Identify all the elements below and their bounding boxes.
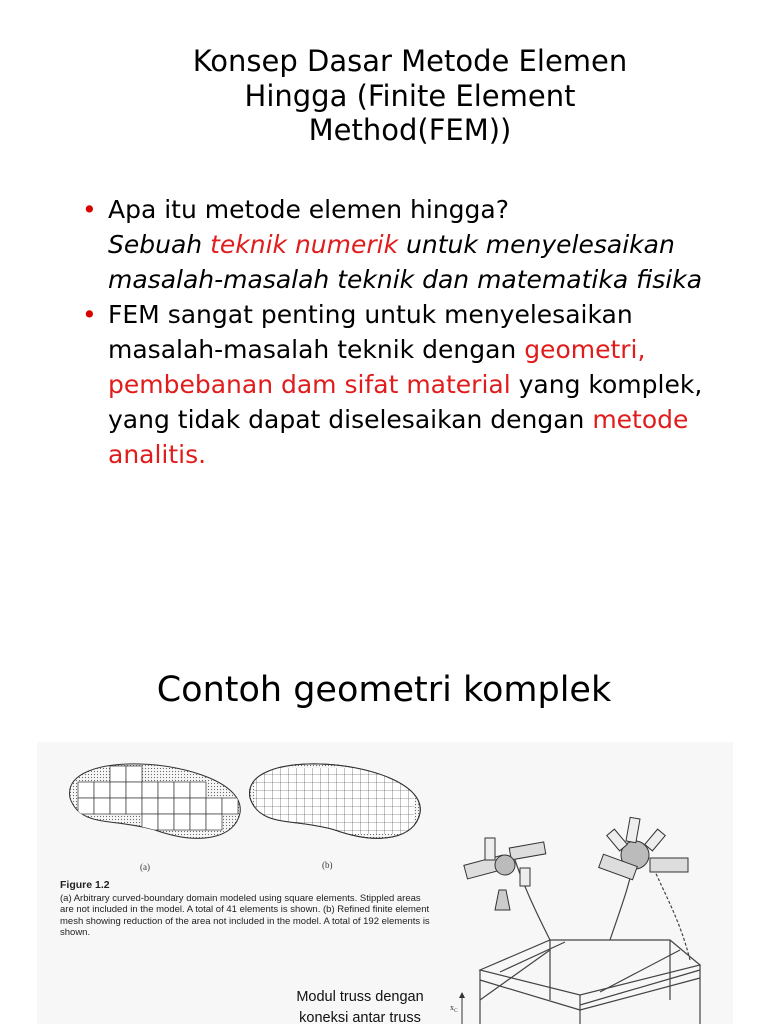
figure-caption-text: (a) Arbitrary curved-boundary domain modeled using square elements. Stippled areas are not included in the model. A total of 41 elements is shown. (b) Refined finite element mesh showing reduction of the area not included in the model. A total of 192 elements is shown. xyxy=(60,892,430,938)
bullet-2-part1: FEM sangat penting untuk menyelesaikan masalah-masalah teknik dengan xyxy=(108,300,633,364)
bullet-2-highlight-2: metode analitis. xyxy=(108,405,689,469)
truss-note-line-1: Modul truss dengan xyxy=(296,989,424,1005)
bullet-2-text xyxy=(108,300,702,469)
definition-highlight: teknik numerik xyxy=(210,230,399,259)
mesh-figure-b xyxy=(240,758,430,858)
section-subtitle: Contoh geometri komplek xyxy=(156,670,612,710)
bullet-dot: • xyxy=(82,195,97,224)
figure-caption-title: Figure 1.2 xyxy=(60,879,110,891)
truss-note-line-2: koneksi antar truss xyxy=(299,1010,421,1026)
bullet-2-highlight: geometri, pembebanan dam sifat material xyxy=(108,335,646,399)
definition-suffix: untuk menyelesaikan masalah-masalah teknik dan matematika fisika xyxy=(108,230,703,294)
bullet-dot: • xyxy=(82,300,97,329)
mesh-figure-a xyxy=(60,758,250,858)
bullet-2-part2: yang komplek, yang tidak dapat diselesaikan dengan xyxy=(108,370,703,434)
definition-prefix: Sebuah xyxy=(108,230,211,259)
truss-axis-label: $x_C$ xyxy=(450,1003,458,1014)
bullet-1 xyxy=(82,192,722,227)
title-line-2: Hingga (Finite Element xyxy=(244,78,576,113)
figure-caption xyxy=(60,880,430,939)
truss-illustration xyxy=(440,800,730,1024)
bullet-2 xyxy=(82,297,722,472)
figure-a-label: (a) xyxy=(140,862,150,872)
slide-body xyxy=(82,192,722,472)
bullet-1-text: Apa itu metode elemen hingga? xyxy=(108,195,510,224)
slide-title xyxy=(150,44,670,148)
title-line-1: Konsep Dasar Metode Elemen xyxy=(192,44,628,78)
definition-text xyxy=(82,227,722,297)
title-line-3: Method(FEM)) xyxy=(308,113,512,147)
figure-b-label: (b) xyxy=(322,860,333,870)
truss-note xyxy=(270,987,450,1029)
